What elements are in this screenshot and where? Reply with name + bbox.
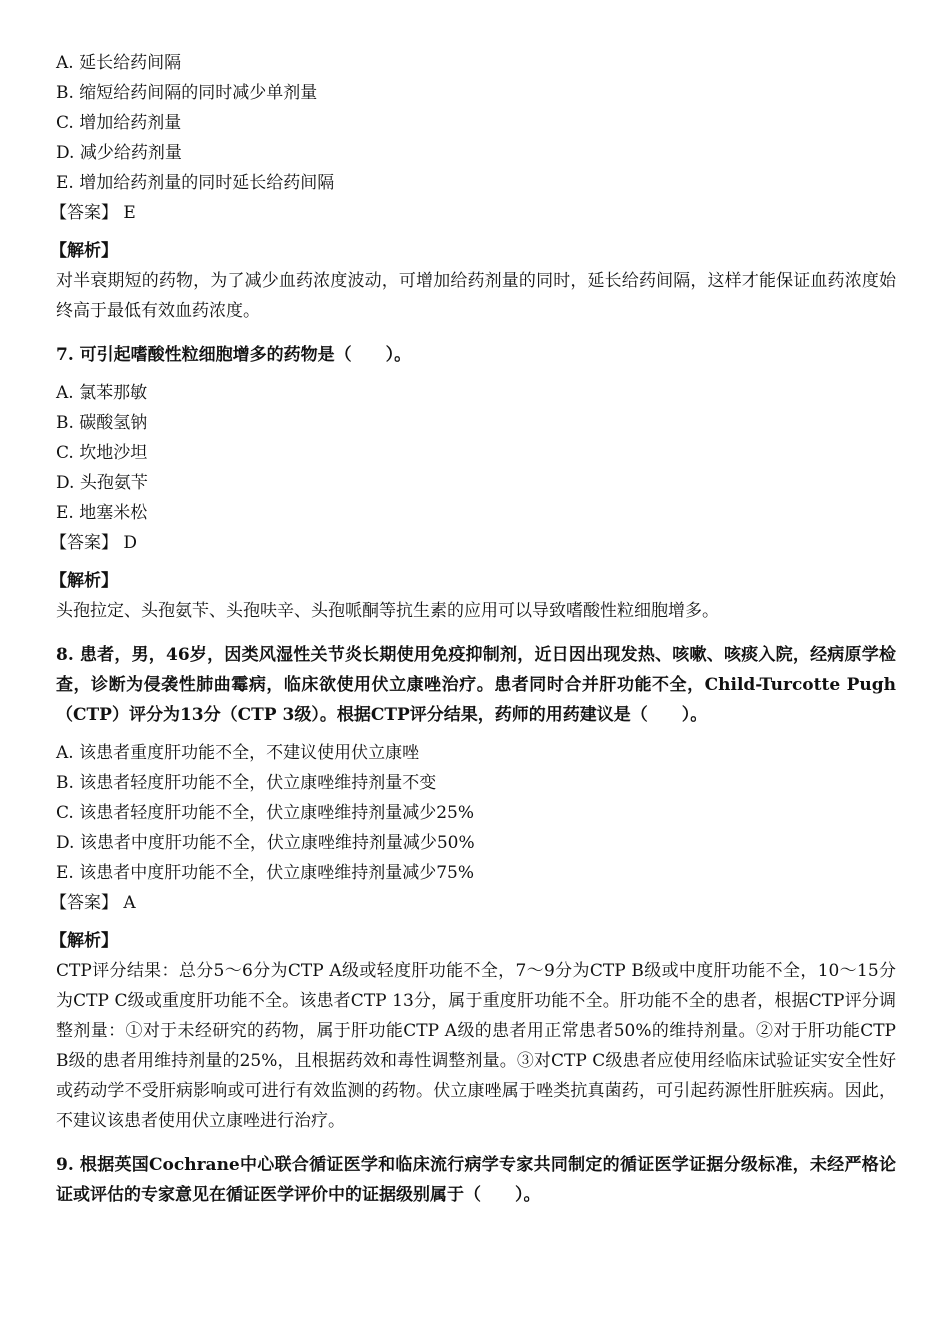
question-7: [50, 340, 896, 626]
option-c: C. 该患者轻度肝功能不全，伏立康唑维持剂量减少25%: [56, 803, 474, 823]
answer-line: [50, 528, 896, 558]
option-d: D. 头孢氨苄: [56, 473, 148, 493]
option-b: B. 碳酸氢钠: [56, 413, 148, 433]
option-e: E. 增加给药剂量的同时延长给药间隔: [56, 173, 335, 193]
answer-line: [50, 198, 896, 228]
question-stem: 7. 可引起嗜酸性粒细胞增多的药物是（ ）。: [56, 345, 412, 365]
option-b: B. 缩短给药间隔的同时减少单剂量: [56, 83, 318, 103]
document-page: [50, 48, 896, 1210]
analysis-label: 【解析】: [50, 241, 118, 261]
answer-line: [50, 888, 896, 918]
answer-value: E: [123, 203, 136, 223]
option-e: E. 该患者中度肝功能不全，伏立康唑维持剂量减少75%: [56, 863, 475, 883]
question-8: [50, 640, 896, 1136]
analysis-label: 【解析】: [50, 571, 118, 591]
option-d: D. 该患者中度肝功能不全，伏立康唑维持剂量减少50%: [56, 833, 475, 853]
option-d: D. 减少给药剂量: [56, 143, 182, 163]
answer-value: A: [123, 893, 136, 913]
question-stem: 8. 患者，男，46岁，因类风湿性关节炎长期使用免疫抑制剂，近日因出现发热、咳嗽、咳痰入院，经病原学检查，诊断为侵袭性肺曲霉病，临床欲使用伏立康唑治疗。患者同时合并肝功能不全，Child-Turcotte Pugh（CTP）评分为13分（CTP 3级）。根据CTP评分结果，药师的用药建议是（ ）。: [56, 645, 896, 725]
answer-label: 【答案】: [50, 203, 118, 223]
analysis-text: 头孢拉定、头孢氨苄、头孢呋辛、头孢哌酮等抗生素的应用可以导致嗜酸性粒细胞增多。: [56, 601, 719, 621]
option-a: A. 延长给药间隔: [56, 53, 182, 73]
question-stem: 9. 根据英国Cochrane中心联合循证医学和临床流行病学专家共同制定的循证医学证据分级标准，未经严格论证或评估的专家意见在循证医学评价中的证据级别属于（ ）。: [56, 1155, 896, 1205]
answer-label: 【答案】: [50, 533, 118, 553]
option-c: C. 坎地沙坦: [56, 443, 148, 463]
option-a: A. 氯苯那敏: [56, 383, 148, 403]
option-e: E. 地塞米松: [56, 503, 148, 523]
prev-question: [50, 48, 896, 326]
analysis-text: CTP评分结果：总分5～6分为CTP A级或轻度肝功能不全，7～9分为CTP B级或中度肝功能不全，10～15分为CTP C级或重度肝功能不全。该患者CTP 13分，属于重度肝功能不全。肝功能不全的患者，根据CTP评分调整剂量：①对于未经研究的药物，属于肝功能CTP A级的患者用正常患者50%的维持剂量。②对于肝功能CTP B级的患者用维持剂量的25%，且根据药效和毒性调整剂量。③对CTP C级患者应使用经临床试验证实安全性好或药动学不受肝病影响或可进行有效监测的药物。伏立康唑属于唑类抗真菌药，可引起药源性肝脏疾病。因此，不建议该患者使用伏立康唑进行治疗。: [56, 961, 896, 1131]
answer-value: D: [123, 533, 138, 553]
option-b: B. 该患者轻度肝功能不全，伏立康唑维持剂量不变: [56, 773, 437, 793]
option-a: A. 该患者重度肝功能不全，不建议使用伏立康唑: [56, 743, 420, 763]
answer-label: 【答案】: [50, 893, 118, 913]
option-c: C. 增加给药剂量: [56, 113, 182, 133]
analysis-label: 【解析】: [50, 931, 118, 951]
question-9: [56, 1150, 896, 1210]
analysis-text: 对半衰期短的药物，为了减少血药浓度波动，可增加给药剂量的同时，延长给药间隔，这样才能保证血药浓度始终高于最低有效血药浓度。: [56, 271, 896, 321]
